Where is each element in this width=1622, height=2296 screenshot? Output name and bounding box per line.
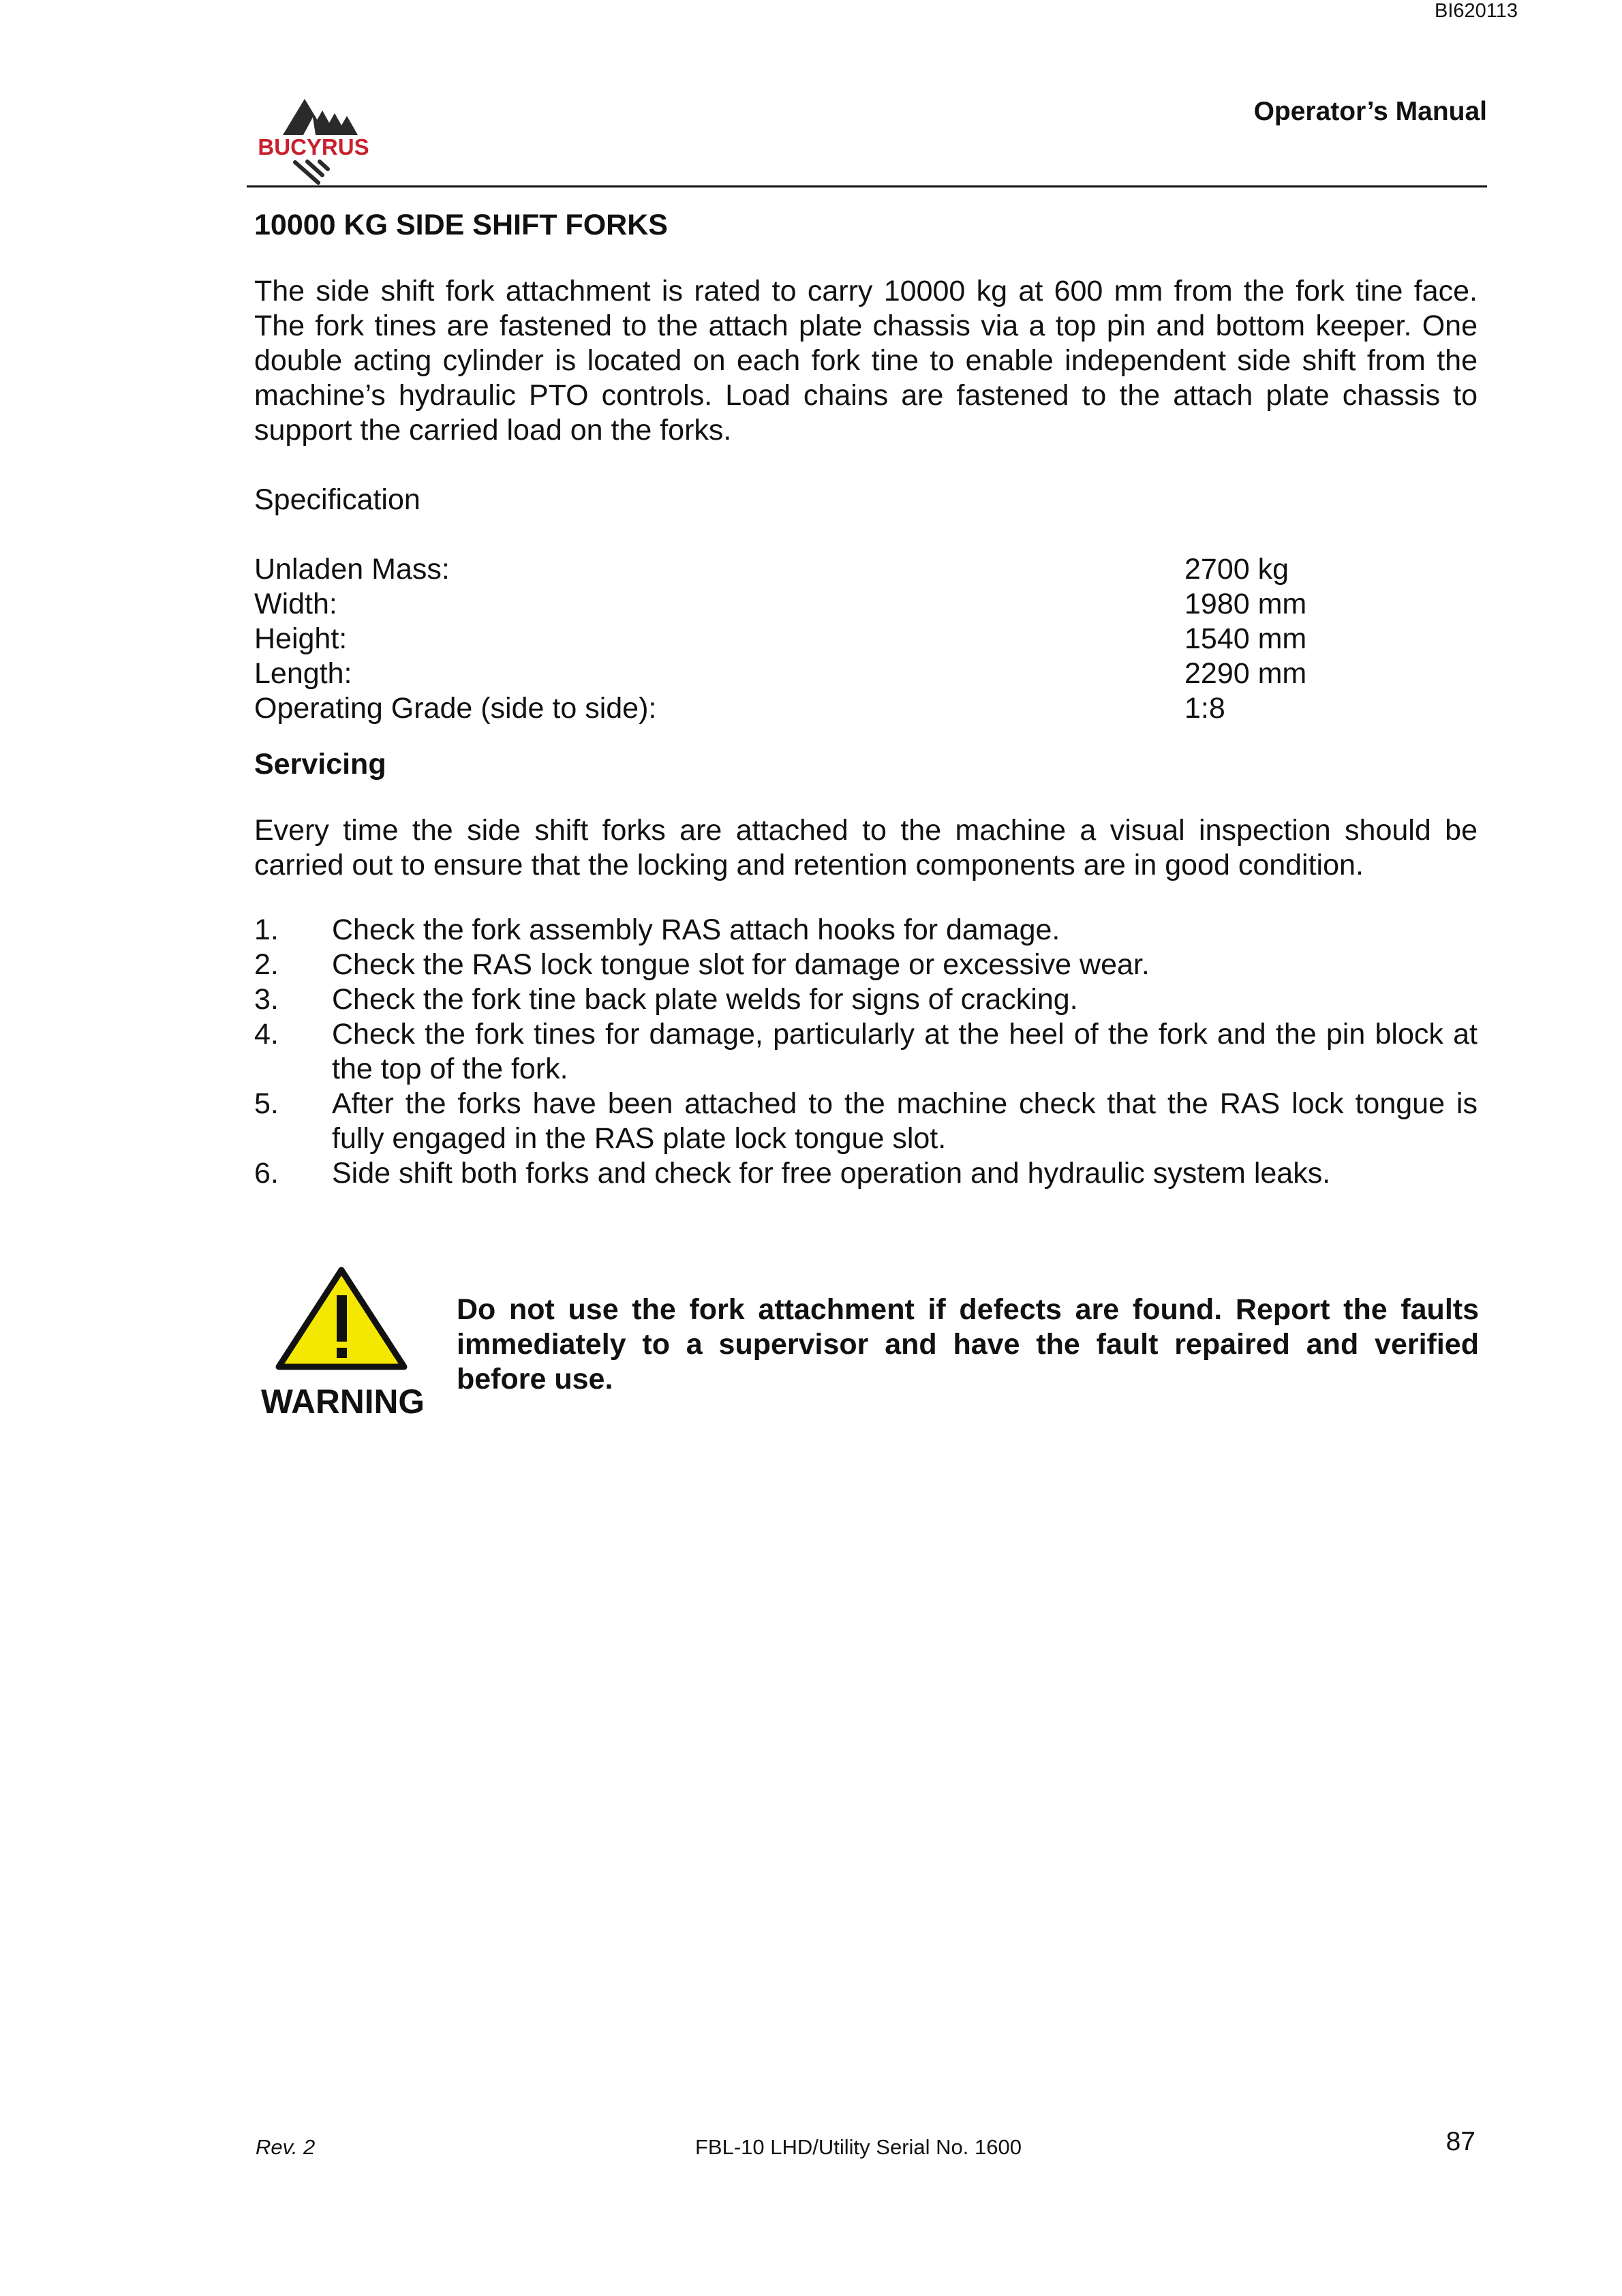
list-item-number: 2. bbox=[254, 948, 279, 981]
list-item bbox=[254, 1017, 1478, 1087]
page-footer bbox=[254, 2127, 1478, 2168]
spec-value: 2700 kg bbox=[1184, 553, 1289, 586]
revision-label: Rev. 2 bbox=[256, 2135, 316, 2159]
list-item bbox=[254, 982, 1478, 1017]
list-item-number: 1. bbox=[254, 913, 279, 946]
spec-row bbox=[254, 587, 1478, 622]
servicing-intro: Every time the side shift forks are attached to the machine a visual inspection should be carried out to ensure that the locking and retention components are in good condition. bbox=[254, 814, 1478, 881]
servicing-checklist bbox=[254, 913, 1478, 1191]
list-item-text: Check the fork tines for damage, particularly at the heel of the fork and the pin block at the top of the fork. bbox=[332, 1018, 1478, 1085]
model-serial: FBL-10 LHD/Utility Serial No. 1600 bbox=[695, 2135, 1022, 2159]
bucyrus-logo-text: BUCYRUS bbox=[258, 134, 369, 160]
section-title: 10000 KG SIDE SHIFT FORKS bbox=[254, 209, 668, 241]
spec-value: 1540 mm bbox=[1184, 622, 1307, 655]
spec-row bbox=[254, 691, 1478, 726]
spec-value: 2290 mm bbox=[1184, 657, 1307, 690]
spec-label: Height: bbox=[254, 622, 348, 655]
list-item-text: Side shift both forks and check for free operation and hydraulic system leaks. bbox=[332, 1157, 1331, 1190]
section-intro: The side shift fork attachment is rated to carry 10000 kg at 600 mm from the fork tine face. The fork tines are fastened to the attach plate chassis via a top pin and bottom keeper. One double acting cylinder is located on each fork tine to enable independent side shift from the machine’s hydraulic PTO controls. Load chains are fastened to the attach plate chassis to support the carried load on the forks. bbox=[254, 275, 1478, 447]
spec-row bbox=[254, 552, 1478, 587]
list-item bbox=[254, 1156, 1478, 1191]
warning-message: Do not use the fork attachment if defects are found. Report the faults immediately to a supervisor and have the fault repaired and verified before use. bbox=[457, 1293, 1479, 1395]
spec-label: Unladen Mass: bbox=[254, 553, 450, 586]
spec-value: 1980 mm bbox=[1184, 588, 1307, 620]
list-item-text: Check the fork assembly RAS attach hooks for damage. bbox=[332, 913, 1060, 946]
document-id: BI620113 bbox=[1435, 0, 1518, 22]
spec-label: Width: bbox=[254, 588, 337, 620]
list-item-number: 5. bbox=[254, 1087, 279, 1120]
list-item-number: 6. bbox=[254, 1157, 279, 1190]
header-divider bbox=[247, 185, 1487, 187]
warning-icon bbox=[256, 1265, 433, 1428]
spec-label: Operating Grade (side to side): bbox=[254, 692, 657, 725]
bucyrus-logo-mark bbox=[242, 95, 385, 187]
list-item-number: 4. bbox=[254, 1018, 279, 1051]
spec-row bbox=[254, 656, 1478, 691]
page-content bbox=[254, 205, 1478, 1191]
warning-label: WARNING bbox=[261, 1383, 425, 1421]
page-number: 87 bbox=[1445, 2127, 1475, 2156]
list-item bbox=[254, 948, 1478, 982]
list-item-text: Check the RAS lock tongue slot for damage or excessive wear. bbox=[332, 948, 1150, 981]
manual-title: Operator’s Manual bbox=[1253, 97, 1487, 126]
list-item-text: After the forks have been attached to the machine check that the RAS lock tongue is fully engaged in the RAS plate lock tongue slot. bbox=[332, 1087, 1478, 1155]
servicing-heading: Servicing bbox=[254, 748, 386, 781]
spec-row bbox=[254, 622, 1478, 656]
specification-table bbox=[254, 552, 1478, 726]
list-item-text: Check the fork tine back plate welds for signs of cracking. bbox=[332, 983, 1078, 1016]
spec-value: 1:8 bbox=[1184, 692, 1225, 725]
spec-label: Length: bbox=[254, 657, 352, 690]
bucyrus-logo bbox=[242, 95, 385, 187]
warning-callout bbox=[256, 1265, 1479, 1428]
list-item bbox=[254, 1087, 1478, 1156]
list-item bbox=[254, 913, 1478, 948]
list-item-number: 3. bbox=[254, 983, 279, 1016]
specification-heading: Specification bbox=[254, 483, 420, 516]
